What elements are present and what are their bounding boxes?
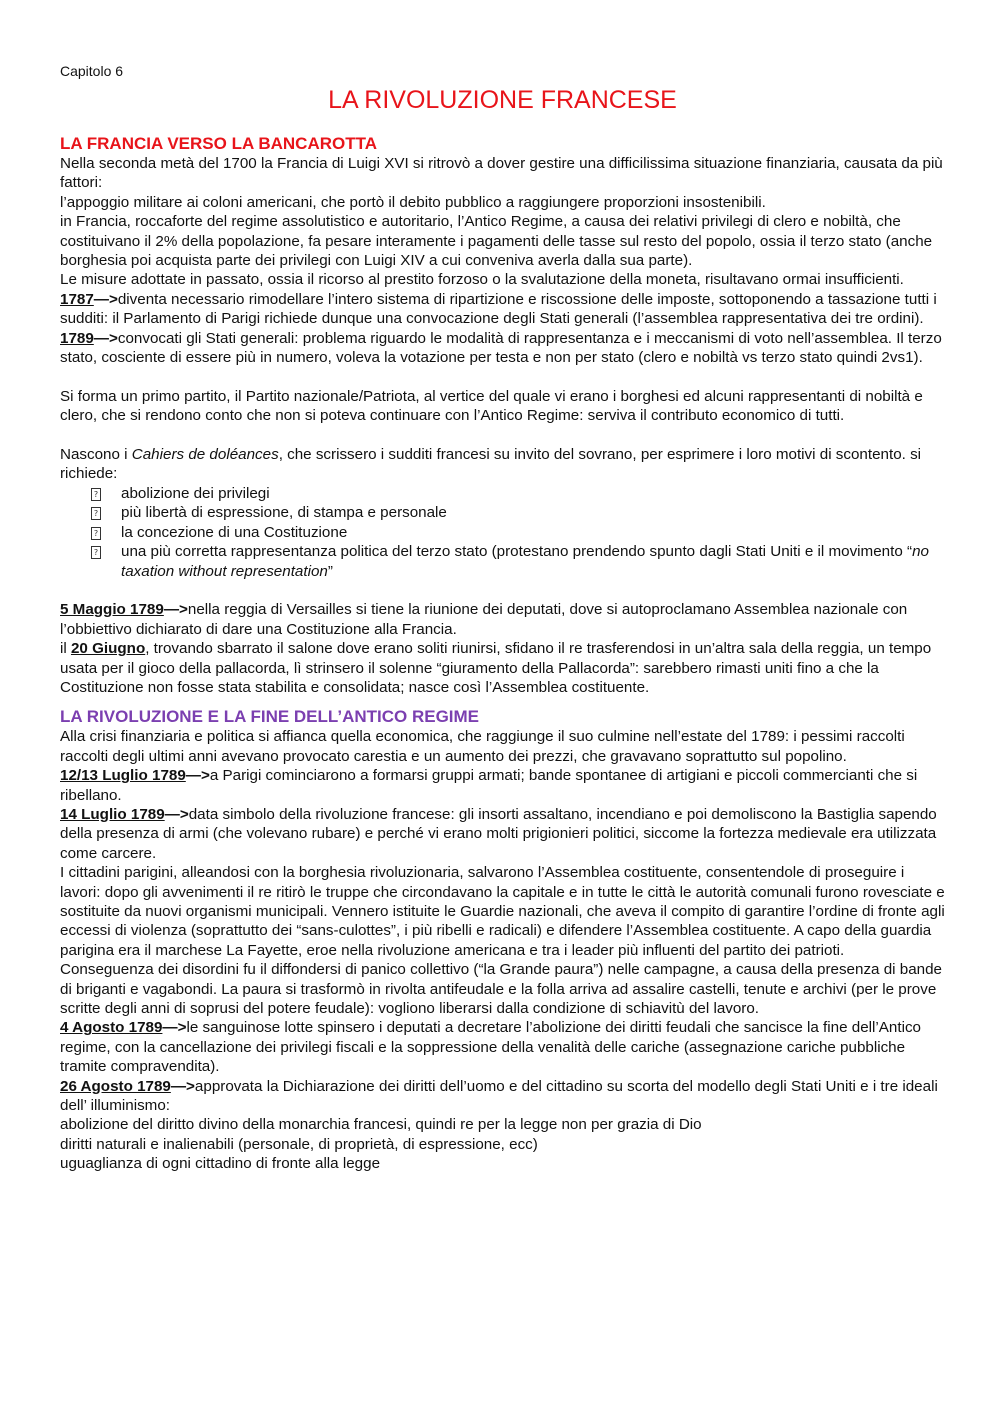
list-item: ? abolizione dei privilegi: [88, 484, 945, 503]
event-text: convocati gli Stati generali: problema riguardo le modalità di rappresentanza e i meccanismi di voto nell’assemblea. Il terzo stato, cosciente di essere più in numero, voleva la votazione per testa e non per stato (clero e nobiltà vs terzo stato quindi 2vs1).: [60, 329, 942, 367]
event-text: approvata la Dichiarazione dei diritti dell’uomo e del cittadino su scorta del modello degli Stati Uniti e i tre ideali dell’ illuminismo:: [60, 1077, 938, 1115]
paragraph: Nella seconda metà del 1700 la Francia di Luigi XVI si ritrovò a dover gestire una difficilissima situazione finanziaria, causata da più fattori:: [60, 155, 943, 192]
arrow-icon: —>: [93, 290, 118, 308]
paragraph: Alla crisi finanziaria e politica si affianca quella economica, che raggiunge il suo culmine nell’estate del 1789: i pessimi raccolti raccolti degli ultimi anni avevano provocato carestia e un aumento dei prezzi, che gravavano soprattutto sul popolino.: [60, 728, 905, 765]
arrow-icon: —>: [163, 601, 188, 619]
event-text: nella reggia di Versailles si tiene la riunione dei deputati, dove si autoproclamano Assemblea nazionale con l’obbiettivo dichiarato di dare una Costituzione alla Francia.: [60, 601, 908, 638]
event-text: a Parigi cominciarono a formarsi gruppi armati; bande spontanee di artigiani e piccoli commercianti che si ribellano.: [60, 767, 918, 804]
arrow-icon: —>: [93, 329, 118, 347]
event-text: le sanguinose lotte spinsero i deputati a decretare l’abolizione dei diritti feudali che sancisce la fine dell’Antico regime, con la cancellazione dei privilegi fiscali e la soppressione della venalità delle cariche (assegnazione cariche pubbliche tramite compravendita).: [60, 1019, 921, 1076]
event-date: 14 Luglio 1789: [60, 805, 165, 823]
event-date: 5 Maggio 1789: [60, 601, 164, 619]
event-paragraph: [60, 766, 945, 805]
event-date: 4 Agosto 1789: [60, 1019, 163, 1037]
ideal-line: diritti naturali e inalienabili (personale, di proprietà, di espressione, ecc): [60, 1135, 538, 1153]
paragraph: Si forma un primo partito, il Partito nazionale/Patriota, al vertice del quale vi erano i borghesi ed alcuni rappresentanti di nobiltà e clero, che si rendono conto che non si poteva continuare con l’Antico Regime: serviva il contributo economico di tutti.: [60, 387, 923, 425]
missing-glyph-bullet-icon: ?: [91, 488, 101, 501]
event-paragraph: [60, 290, 945, 329]
paragraph: Conseguenza dei disordini fu il diffondersi di panico collettivo (“la Grande paura”) nelle campagne, a causa della presenza di bande di briganti e vagabondi. La paura si trasformò in rivolta antifeudale e la folla arriva ad assalire castelli, tenute e archivi (per le prove scritte degli anni di soprusi del potere feudale): vogliono liberarsi dalla condizione di schiavitù del lavoro.: [60, 961, 942, 1018]
event-paragraph: [60, 805, 945, 863]
event-text: , trovando sbarrato il salone dove erano soliti riunirsi, sfidano il re trasferendosi in un’altra sala della reggia, un tempo usata per il gioco della pallacorda, lì strinsero il solenne “giuramento della Pallacorda”: sarebbero rimasti uniti fino a che la Costituzione non fosse stata stabilita e consolidata; nasce così l’Assemblea costituente.: [60, 640, 932, 696]
section-heading-bancarotta: LA FRANCIA VERSO LA BANCAROTTA: [60, 134, 377, 153]
event-paragraph: il 20 Giugno, trovando sbarrato il salone dove erano soliti riunirsi, sfidano il re trasferendosi in un’altra sala della reggia, un tempo usata per il gioco della pallacorda, lì strinsero il solenne “giuramento della Pallacorda”: sarebbero rimasti uniti fino a che la Costituzione non fosse stata stabilita e consolidata; nasce così l’Assemblea costituente.: [60, 640, 932, 696]
arrow-icon: —>: [185, 767, 210, 785]
paragraph: l’appoggio militare ai coloni americani, che portò il debito pubblico a raggiungere proporzioni insostenibili.: [60, 193, 766, 211]
paragraph: Le misure adottate in passato, ossia il ricorso al prestito forzoso o la svalutazione della moneta, risultavano ormai insufficienti.: [60, 271, 904, 289]
event-date: 12/13 Luglio 1789: [60, 767, 186, 785]
arrow-icon: —>: [170, 1077, 195, 1095]
paragraph: I cittadini parigini, alleandosi con la borghesia rivoluzionaria, salvarono l’Assemblea costituente, consentendole di proseguire i lavori: dopo gli avvenimenti il re ritirò le truppe che circondavano la capitale e in tutte le città le autorità comunali furono rovesciate e sostituite da nuovi organismi municipali. Vennero istituite le Guardie nazionali, che aveva il compito di garantire l’ordine di fronte agli eccessi di violenza (soprattutto dei “sans-culottes”, i più ribelli e radicali) e difendere l’Assemblea costituente. A capo della guardia parigina era il marchese La Fayette, eroe nella rivoluzione americana e tra i leader più influenti del partito dei patrioti.: [60, 864, 945, 959]
event-paragraph: [60, 1077, 945, 1116]
paragraph: in Francia, roccaforte del regime assolutistico e autoritario, l’Antico Regime, a causa dei relativi privilegi di clero e nobiltà, che costituivano il 2% della popolazione, fa pesare interamente i pagamenti delle tasse sul resto del popolo, ossia il terzo stato (anche borghesia poi acquista parte dei privilegi con Luigi XIV a cui conveniva averla dalla sua parte).: [60, 213, 933, 270]
event-text: data simbolo della rivoluzione francese: gli insorti assaltano, incendiano e poi demoliscono la Bastiglia sapendo della presenza di armi (che volevano rubare) e perché vi erano molti prigionieri politici, siccome la fortezza medievale era utilizzata come carcere.: [60, 805, 937, 862]
list-item: ? più libertà di espressione, di stampa e personale: [88, 503, 945, 522]
event-date: 1787: [60, 290, 94, 308]
missing-glyph-bullet-icon: ?: [91, 546, 101, 559]
ideal-line: uguaglianza di ogni cittadino di fronte alla legge: [60, 1155, 381, 1173]
event-text: diventa necessario rimodellare l’intero sistema di ripartizione e riscossione delle imposte, sottoponendo a tassazione tutti i sudditi: il Parlamento di Parigi richiede dunque una convocazione degli Stati generali (l’assemblea rappresentativa dei tre ordini).: [60, 290, 937, 328]
document-page: [60, 60, 945, 1174]
section-heading-rivoluzione: LA RIVOLUZIONE E LA FINE DELL’ANTICO REGIME: [60, 707, 480, 727]
event-date: 26 Agosto 1789: [60, 1077, 171, 1095]
missing-glyph-bullet-icon: ?: [91, 507, 101, 520]
event-paragraph: [60, 1018, 945, 1076]
ideal-line: abolizione del diritto divino della monarchia francesi, quindi re per la legge non per grazia di Dio: [60, 1116, 702, 1134]
demands-list: [60, 484, 945, 581]
chapter-label: Capitolo 6: [60, 63, 124, 79]
arrow-icon: —>: [164, 805, 189, 823]
event-date: 1789: [60, 329, 94, 347]
missing-glyph-bullet-icon: ?: [91, 527, 101, 540]
event-date: 20 Giugno: [70, 640, 146, 658]
italic-term: Cahiers de doléances: [131, 446, 279, 464]
paragraph: Nascono i Cahiers de doléances, che scrissero i sudditi francesi su invito del sovrano, per esprimere i loro motivi di scontento. si richiede:: [60, 446, 922, 483]
list-item: ? la concezione di una Costituzione: [88, 523, 945, 542]
event-paragraph: [60, 600, 945, 639]
event-paragraph: [60, 329, 945, 368]
page-title: LA RIVOLUZIONE FRANCESE: [328, 86, 677, 114]
arrow-icon: —>: [162, 1019, 187, 1037]
list-item: ? una più corretta rappresentanza politica del terzo stato (protestano prendendo spunto dagli Stati Uniti e il movimento “no taxation without representation”: [88, 542, 945, 581]
